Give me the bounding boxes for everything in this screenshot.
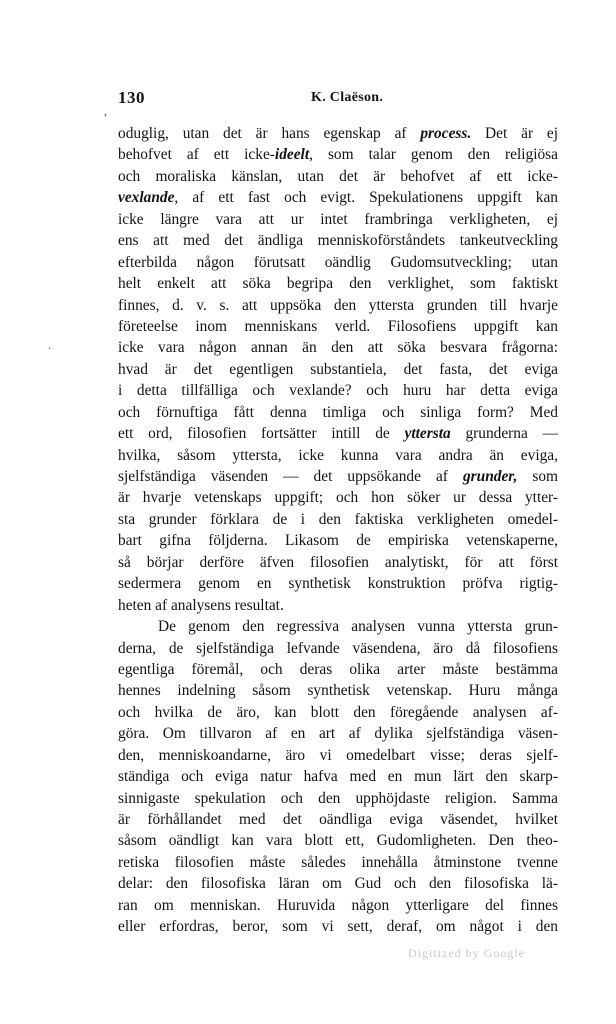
text-run: icke längre vara att ur intet frambringa verkligheten, ej bbox=[118, 210, 558, 228]
text-run: ens att med det ändliga menniskoförståndets tankeutveckling bbox=[118, 232, 558, 250]
text-run: sta grunder förklara de i den faktiska verkligheten omedel- bbox=[118, 510, 558, 528]
text-run: icke vara någon annan än den att söka besvara frågorna: bbox=[118, 339, 558, 357]
text-run: heten af analysens resultat. bbox=[118, 596, 284, 614]
italic-term: process. bbox=[420, 125, 472, 142]
text-run: den, menniskoandarne, äro vi omedelbart visse; deras sjelf- bbox=[118, 746, 558, 764]
text-line bbox=[118, 230, 558, 251]
text-line bbox=[118, 166, 558, 187]
text-run: och förnuftiga fått denna timliga och sinliga form? Med bbox=[118, 403, 558, 421]
text-run: och hvilka de äro, kan blott den föregående analysen af- bbox=[118, 703, 558, 721]
text-line bbox=[118, 209, 558, 230]
italic-term: vexlande bbox=[118, 189, 175, 207]
text-run: bart gifna följderna. Likasom de empiriska vetenskaperne, bbox=[118, 532, 558, 550]
text-line bbox=[118, 595, 558, 616]
text-line bbox=[118, 788, 558, 809]
page-number: 130 bbox=[118, 88, 145, 107]
text-line bbox=[118, 273, 558, 294]
text-run: är förhållandet med det oändliga eviga väsendet, hvilket bbox=[118, 811, 558, 828]
text-line bbox=[118, 702, 558, 723]
text-line bbox=[118, 895, 558, 916]
text-line bbox=[118, 144, 558, 165]
text-run: är hvarje vetenskaps uppgift; och hon söker ur dessa ytter- bbox=[118, 489, 558, 507]
text-line bbox=[118, 573, 558, 594]
text-line bbox=[118, 187, 558, 208]
text-line bbox=[118, 509, 558, 530]
text-line bbox=[118, 766, 558, 787]
text-line bbox=[118, 873, 558, 894]
text-line bbox=[118, 809, 558, 830]
text-line bbox=[118, 723, 558, 744]
text-run: i detta tillfälliga och vexlande? och huru har detta eviga bbox=[118, 382, 558, 400]
text-line bbox=[118, 466, 558, 487]
text-run: ran om menniskan. Huruvida någon ytterligare del finnes bbox=[118, 896, 558, 914]
text-run: , som talar genom den religiösa bbox=[309, 146, 558, 164]
text-run: sjelfständiga väsenden — det uppsökande af bbox=[118, 468, 463, 485]
text-line bbox=[118, 616, 558, 637]
text-run: så börjar derföre äfven filosofien analytiskt, för att först bbox=[118, 553, 558, 571]
italic-term: grunder, bbox=[462, 468, 518, 485]
text-run: efterbilda någon förutsatt oändlig Gudomsutveckling; utan bbox=[118, 253, 558, 271]
text-line bbox=[118, 295, 558, 316]
text-run: retiska filosofien måste således innehålla åtminstone tvenne bbox=[118, 853, 558, 871]
text-run: såsom oändligt kan vara blott ett, Gudomligheten. Den theo- bbox=[118, 832, 558, 850]
text-run: hennes indelning såsom synthetisk vetenskap. Huru många bbox=[118, 682, 558, 700]
running-head: K. Claëson. bbox=[311, 90, 384, 105]
text-line bbox=[118, 123, 558, 144]
text-line bbox=[118, 638, 558, 659]
margin-mark: , bbox=[104, 104, 107, 118]
text-run: göra. Om tillvaron af en art af dylika sjelfständiga väsen- bbox=[118, 725, 558, 743]
text-line bbox=[118, 530, 558, 551]
text-run: finnes, d. v. s. att uppsöka den yttersta grunden till hvarje bbox=[118, 296, 558, 314]
margin-mark: . bbox=[48, 338, 51, 352]
text-run: hvilka, såsom yttersta, icke kunna vara andra än eviga, bbox=[118, 446, 558, 464]
text-line bbox=[118, 337, 558, 358]
text-line bbox=[118, 745, 558, 766]
body-text bbox=[118, 123, 558, 938]
text-line bbox=[118, 380, 558, 401]
text-line bbox=[118, 316, 558, 337]
text-line bbox=[118, 252, 558, 273]
text-line bbox=[118, 552, 558, 573]
text-run: egentliga föremål, och deras olika arter måste bestämma bbox=[118, 660, 558, 678]
italic-term: ideelt bbox=[274, 146, 310, 164]
text-line bbox=[118, 487, 558, 508]
text-run: De genom den regressiva analysen vunna yttersta grun- bbox=[158, 618, 558, 636]
text-line bbox=[118, 423, 558, 444]
text-run: helt enkelt att söka begripa den verklighet, som faktiskt bbox=[118, 275, 558, 293]
text-run: delar: den filosofiska läran om Gud och den filosofiska lä- bbox=[118, 875, 558, 893]
text-run: Det är ej bbox=[471, 125, 558, 142]
text-line bbox=[118, 830, 558, 851]
text-run: ständiga och eviga natur hafva med en mun lärt den skarp- bbox=[118, 768, 558, 786]
text-line bbox=[118, 402, 558, 423]
text-line bbox=[118, 852, 558, 873]
text-run: grunderna — bbox=[450, 425, 558, 443]
text-run: som bbox=[517, 468, 558, 485]
text-run: eller erfordras, beror, som vi sett, deraf, om något i den bbox=[118, 918, 558, 936]
text-line bbox=[118, 445, 558, 466]
text-line bbox=[118, 659, 558, 680]
text-run: behofvet af ett icke- bbox=[118, 146, 275, 164]
text-line bbox=[118, 680, 558, 701]
text-run: hvad är det egentligen substantiela, det fasta, det eviga bbox=[118, 360, 558, 378]
text-run: och moraliska känslan, utan det är behofvet af ett icke- bbox=[118, 167, 558, 185]
page-header bbox=[118, 88, 558, 114]
text-run: företeelse inom menniskans verld. Filosofiens uppgift kan bbox=[118, 317, 558, 335]
text-line bbox=[118, 359, 558, 380]
text-run: sinnigaste spekulation och den upphöjdaste religion. Samma bbox=[118, 789, 558, 807]
text-run: sedermera genom en synthetisk konstruktion pröfva rigtig- bbox=[118, 575, 558, 593]
text-run: oduglig, utan det är hans egenskap af bbox=[118, 125, 421, 142]
text-run: , af ett fast och evigt. Spekulationens uppgift kan bbox=[174, 189, 558, 207]
italic-term: yttersta bbox=[404, 425, 451, 443]
text-run: ett ord, filosofien fortsätter intill de bbox=[118, 425, 405, 443]
text-line bbox=[118, 916, 558, 937]
watermark: Digitized by Google bbox=[408, 946, 525, 960]
text-run: derna, de sjelfständiga lefvande väsendena, äro då filosofiens bbox=[118, 639, 558, 657]
